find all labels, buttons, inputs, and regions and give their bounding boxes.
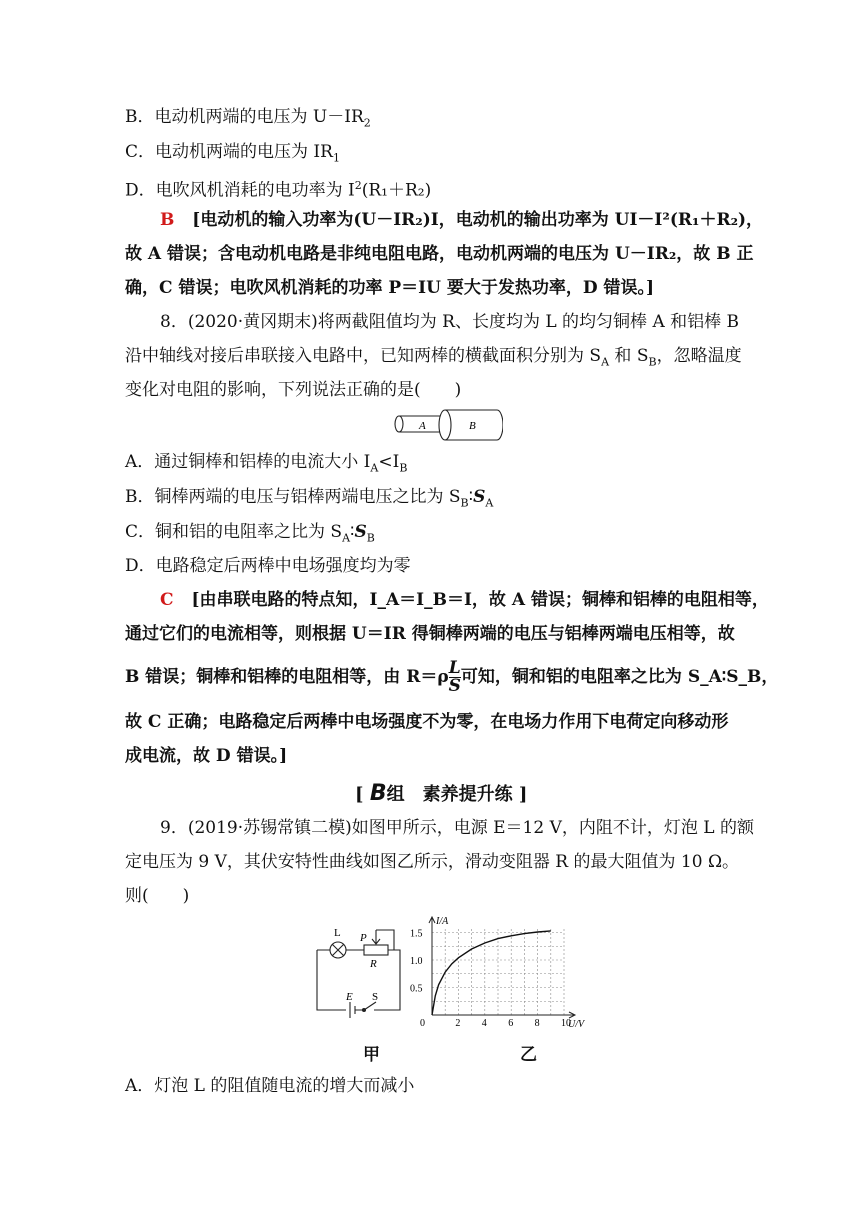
y-tick-label: 1.5 — [410, 928, 423, 940]
q8-option-d: D．电路稳定后两棒中电场强度均为零 — [125, 556, 411, 576]
q7-answer-line-1: B [电动机的输入功率为(U－IR₂)I，电动机的输出功率为 UI－I²(R₁＋R₂)， — [160, 210, 764, 230]
q8-answer-line-3: B 错误；铜棒和铝棒的电阻相等，由 R＝ρ $\frac{L}{S}$ 可知，铜和铝的电阻率之比为 S_A∶S_B， — [125, 658, 779, 696]
section-header: [ B组 素养提升练 ] — [355, 781, 528, 806]
rod-figure — [393, 408, 503, 442]
x-tick-label: 6 — [508, 1018, 514, 1028]
iu-curve-line — [432, 931, 551, 1015]
q7-option-d: D．电吹风机消耗的电功率为 $I^2(R_1+R_2)$ — [125, 179, 432, 201]
section-letter: B — [369, 781, 387, 806]
q8-stem-line-1: 8．(2020·黄冈期末)将两截阻值均为 R、长度均为 L 的均匀铜棒 A 和铝棒 B — [160, 312, 740, 332]
y-tick-label: 1.0 — [410, 956, 423, 967]
y-axis-label: I/A — [436, 916, 449, 927]
rheostat-label: R — [370, 958, 377, 970]
q8-option-b: B．铜棒两端的电压与铝棒两端电压之比为 $S_B∶S_A$ — [125, 487, 494, 510]
x-axis-label: U/V — [568, 1019, 585, 1028]
q8-answer-line-4: 故 C 正确；电路稳定后两棒中电场强度不为零，在电场力作用下电荷定向移动形 — [125, 712, 729, 732]
rod-a-label: A — [419, 420, 426, 432]
q8-option-c: C．铜和铝的电阻率之比为 $S_A∶S_B$ — [125, 522, 375, 545]
q8-answer-line-1: C [由串联电路的特点知，I_A＝I_B＝I，故 A 错误；铜棒和铝棒的电阻相等， — [160, 590, 769, 610]
fraction-l-over-s: $\frac{L}{S}$ — [448, 658, 461, 696]
circuit-diagram — [312, 922, 412, 1022]
q8-answer-line-5: 成电流，故 D 错误。] — [125, 746, 288, 766]
source-label: E — [346, 991, 353, 1003]
slider-label: P — [360, 932, 367, 944]
x-tick-label: 0 — [420, 1018, 425, 1028]
x-tick-label: 10 — [561, 1018, 571, 1028]
q9-stem-line-1: 9．(2019·苏锡常镇二模)如图甲所示，电源 E＝12 V，内阻不计，灯泡 L 的额 — [160, 818, 754, 838]
y-tick-label: 0.5 — [410, 983, 423, 995]
switch-label: S — [372, 991, 379, 1003]
q7-answer-line-3: 确，C 错误；电吹风机消耗的功率 P＝IU 要大于发热功率，D 错误。] — [125, 278, 655, 298]
q8-stem-line-3: 变化对电阻的影响，下列说法正确的是( ) — [125, 380, 462, 400]
caption-yi: 乙 — [520, 1045, 537, 1065]
q7-option-b: B．电动机两端的电压为 $U-IR_2$ — [125, 107, 371, 130]
q7-option-c: C．电动机两端的电压为 $IR_1$ — [125, 142, 340, 165]
q9-stem-line-3: 则( ) — [125, 886, 190, 906]
rod-b-label: B — [469, 420, 476, 432]
q8-stem-line-2: 沿中轴线对接后串联接入电路中，已知两棒的横截面积分别为 $S_A$ 和 $S_B$，忽略温度 — [125, 346, 742, 369]
q8-option-a: A．通过铜棒和铝棒的电流大小 $I_A<I_B$ — [125, 452, 408, 475]
q9-option-a: A．灯泡 L 的阻值随电流的增大而减小 — [125, 1076, 415, 1096]
q8-answer-letter: C — [160, 590, 174, 610]
q9-stem-line-2: 定电压为 9 V，其伏安特性曲线如图乙所示，滑动变阻器 R 的最大阻值为 10 Ω。 — [125, 852, 740, 872]
x-tick-label: 8 — [534, 1018, 540, 1028]
caption-jia: 甲 — [363, 1045, 380, 1065]
section-title: 组 素养提升练 — [386, 784, 513, 805]
lamp-label: L — [334, 927, 341, 939]
iu-curve-chart — [408, 914, 588, 1028]
x-tick-label: 2 — [455, 1018, 461, 1028]
q7-answer-letter: B — [160, 210, 175, 230]
q7-answer-line-2: 故 A 错误；含电动机电路是非纯电阻电路，电动机两端的电压为 U－IR₂，故 B 正 — [125, 244, 754, 264]
x-tick-label: 4 — [481, 1018, 487, 1028]
q8-answer-line-2: 通过它们的电流相等，则根据 U＝IR 得铜棒两端的电压与铝棒两端电压相等，故 — [125, 624, 735, 644]
